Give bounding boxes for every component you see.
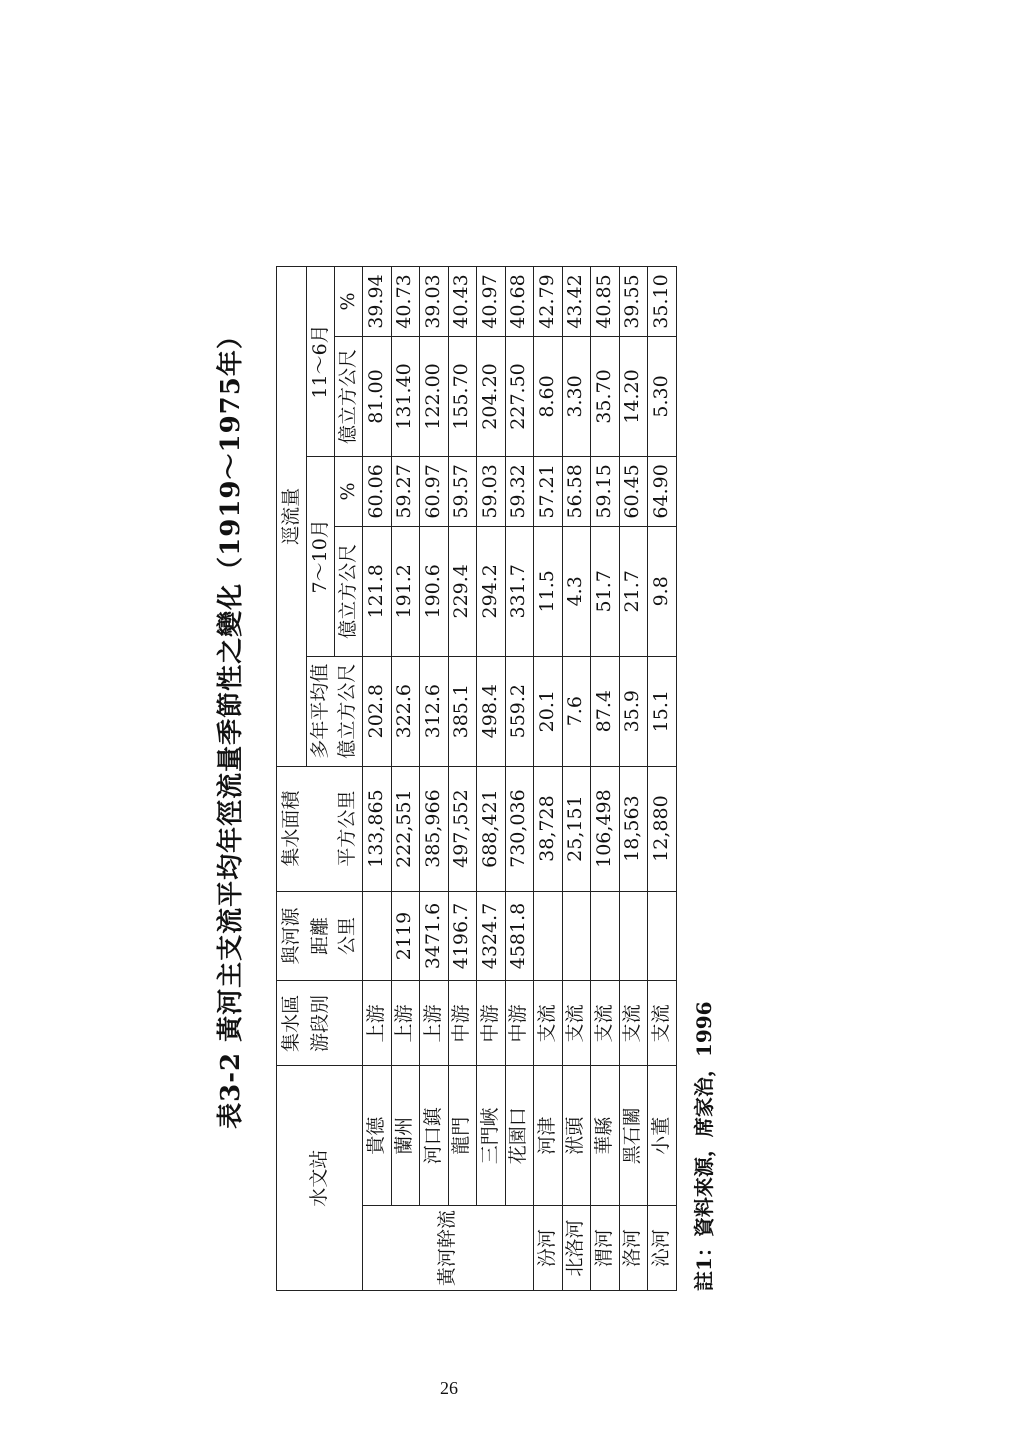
cell-station: 洑頭 (562, 1066, 591, 1206)
cell-station: 三門峽 (477, 1066, 506, 1206)
cell-station: 花園口 (505, 1066, 534, 1206)
cell-nj-pct: 39.94 (363, 267, 392, 337)
cell-jo-pct: 59.15 (591, 456, 620, 526)
cell-distance: 4581.8 (505, 891, 534, 981)
cell-nj-vol: 131.40 (391, 337, 420, 457)
cell-nj-vol: 227.50 (505, 337, 534, 457)
table-row (648, 267, 677, 1291)
nov-jun-header: 11～6月 (307, 267, 335, 457)
cell-area: 222,551 (391, 766, 420, 891)
cell-mean: 35.9 (619, 656, 648, 766)
cell-jo-vol: 21.7 (619, 526, 648, 656)
cell-section: 支流 (648, 981, 677, 1066)
jul-oct-header: 7～10月 (307, 456, 335, 656)
cell-jo-pct: 59.57 (448, 456, 477, 526)
cell-section: 中游 (448, 981, 477, 1066)
cell-nj-pct: 40.85 (591, 267, 620, 337)
runoff-table (276, 266, 677, 1291)
cell-nj-pct: 40.73 (391, 267, 420, 337)
cell-mean: 20.1 (534, 656, 563, 766)
table-row (562, 267, 591, 1291)
cell-section: 支流 (534, 981, 563, 1066)
cell-mean: 87.4 (591, 656, 620, 766)
jul-oct-pct-unit: % (335, 456, 363, 526)
area-header-blank (307, 766, 335, 891)
cell-distance (619, 891, 648, 981)
cell-section: 支流 (591, 981, 620, 1066)
cell-distance: 4196.7 (448, 891, 477, 981)
table-row (391, 267, 420, 1291)
cell-station: 龍門 (448, 1066, 477, 1206)
cell-station: 河津 (534, 1066, 563, 1206)
cell-nj-pct: 43.42 (562, 267, 591, 337)
cell-section: 中游 (477, 981, 506, 1066)
cell-nj-vol: 155.70 (448, 337, 477, 457)
mean-unit: 億立方公尺 (335, 656, 363, 766)
table-body (363, 267, 677, 1291)
nov-jun-pct-unit: % (335, 267, 363, 337)
group-label: 洛河 (619, 1206, 648, 1291)
multi-year-header: 多年平均值 (307, 656, 335, 766)
cell-jo-pct: 60.45 (619, 456, 648, 526)
table-row (477, 267, 506, 1291)
cell-nj-pct: 40.68 (505, 267, 534, 337)
cell-jo-pct: 59.03 (477, 456, 506, 526)
cell-area: 385,966 (420, 766, 449, 891)
cell-section: 上游 (363, 981, 392, 1066)
cell-area: 730,036 (505, 766, 534, 891)
cell-nj-pct: 39.03 (420, 267, 449, 337)
cell-distance (648, 891, 677, 981)
cell-jo-vol: 4.3 (562, 526, 591, 656)
cell-nj-pct: 39.55 (619, 267, 648, 337)
cell-nj-vol: 81.00 (363, 337, 392, 457)
cell-jo-pct: 64.90 (648, 456, 677, 526)
cell-section: 上游 (391, 981, 420, 1066)
cell-station: 華縣 (591, 1066, 620, 1206)
cell-station: 河口鎮 (420, 1066, 449, 1206)
cell-nj-vol: 5.30 (648, 337, 677, 457)
cell-area: 497,552 (448, 766, 477, 891)
cell-jo-pct: 60.97 (420, 456, 449, 526)
cell-mean: 15.1 (648, 656, 677, 766)
cell-jo-vol: 190.6 (420, 526, 449, 656)
source-note: 註1：資料來源，席家治，1996 (692, 1001, 716, 1291)
cell-mean: 7.6 (562, 656, 591, 766)
cell-jo-vol: 331.7 (505, 526, 534, 656)
table-row (505, 267, 534, 1291)
cell-nj-vol: 204.20 (477, 337, 506, 457)
cell-area: 688,421 (477, 766, 506, 891)
cell-section: 支流 (619, 981, 648, 1066)
area-unit: 平方公里 (335, 766, 363, 891)
table-row (619, 267, 648, 1291)
table-row (363, 267, 392, 1291)
station-header: 水文站 (277, 1066, 363, 1291)
cell-jo-vol: 294.2 (477, 526, 506, 656)
cell-area: 106,498 (591, 766, 620, 891)
cell-area: 18,563 (619, 766, 648, 891)
cell-nj-vol: 35.70 (591, 337, 620, 457)
cell-jo-pct: 59.32 (505, 456, 534, 526)
area-header: 集水面積 (277, 766, 307, 891)
cell-distance (534, 891, 563, 981)
cell-station: 黑石關 (619, 1066, 648, 1206)
table-row (534, 267, 563, 1291)
group-label: 沁河 (648, 1206, 677, 1291)
cell-distance: 2119 (391, 891, 420, 981)
distance-header-2: 距離 (307, 891, 335, 981)
cell-nj-pct: 40.97 (477, 267, 506, 337)
cell-mean: 312.6 (420, 656, 449, 766)
cell-nj-pct: 35.10 (648, 267, 677, 337)
section-header-blank (335, 981, 363, 1066)
section-header-1: 集水區 (277, 981, 307, 1066)
group-label: 汾河 (534, 1206, 563, 1291)
cell-station: 蘭州 (391, 1066, 420, 1206)
cell-station: 貴德 (363, 1066, 392, 1206)
cell-jo-vol: 11.5 (534, 526, 563, 656)
cell-area: 38,728 (534, 766, 563, 891)
group-label: 渭河 (591, 1206, 620, 1291)
table-row (420, 267, 449, 1291)
cell-area: 12,880 (648, 766, 677, 891)
cell-jo-vol: 121.8 (363, 526, 392, 656)
cell-jo-vol: 51.7 (591, 526, 620, 656)
cell-section: 上游 (420, 981, 449, 1066)
page-number: 26 (440, 1378, 458, 1398)
cell-distance: 4324.7 (477, 891, 506, 981)
cell-mean: 385.1 (448, 656, 477, 766)
cell-distance (363, 891, 392, 981)
nov-jun-vol-unit: 億立方公尺 (335, 337, 363, 457)
cell-nj-vol: 8.60 (534, 337, 563, 457)
distance-header-1: 與河源 (277, 891, 307, 981)
cell-nj-vol: 3.30 (562, 337, 591, 457)
cell-jo-vol: 9.8 (648, 526, 677, 656)
table-title: 表3-2 黃河主支流平均年徑流量季節性之變化（1919～1975年） (216, 322, 246, 1129)
cell-jo-pct: 60.06 (363, 456, 392, 526)
jul-oct-vol-unit: 億立方公尺 (335, 526, 363, 656)
cell-nj-pct: 40.43 (448, 267, 477, 337)
runoff-header: 逕流量 (277, 267, 307, 767)
cell-mean: 202.8 (363, 656, 392, 766)
section-header-2: 游段別 (307, 981, 335, 1066)
cell-station: 小董 (648, 1066, 677, 1206)
cell-mean: 322.6 (391, 656, 420, 766)
cell-jo-pct: 57.21 (534, 456, 563, 526)
cell-nj-pct: 42.79 (534, 267, 563, 337)
table-row (448, 267, 477, 1291)
cell-jo-pct: 59.27 (391, 456, 420, 526)
cell-distance (591, 891, 620, 981)
cell-jo-pct: 56.58 (562, 456, 591, 526)
cell-distance: 3471.6 (420, 891, 449, 981)
group-label: 黃河幹流 (363, 1206, 534, 1291)
cell-mean: 559.2 (505, 656, 534, 766)
cell-nj-vol: 122.00 (420, 337, 449, 457)
table-row (591, 267, 620, 1291)
group-label: 北洛河 (562, 1206, 591, 1291)
cell-distance (562, 891, 591, 981)
distance-unit: 公里 (335, 891, 363, 981)
cell-area: 133,865 (363, 766, 392, 891)
cell-mean: 498.4 (477, 656, 506, 766)
cell-jo-vol: 229.4 (448, 526, 477, 656)
cell-section: 中游 (505, 981, 534, 1066)
cell-jo-vol: 191.2 (391, 526, 420, 656)
cell-area: 25,151 (562, 766, 591, 891)
cell-section: 支流 (562, 981, 591, 1066)
cell-nj-vol: 14.20 (619, 337, 648, 457)
